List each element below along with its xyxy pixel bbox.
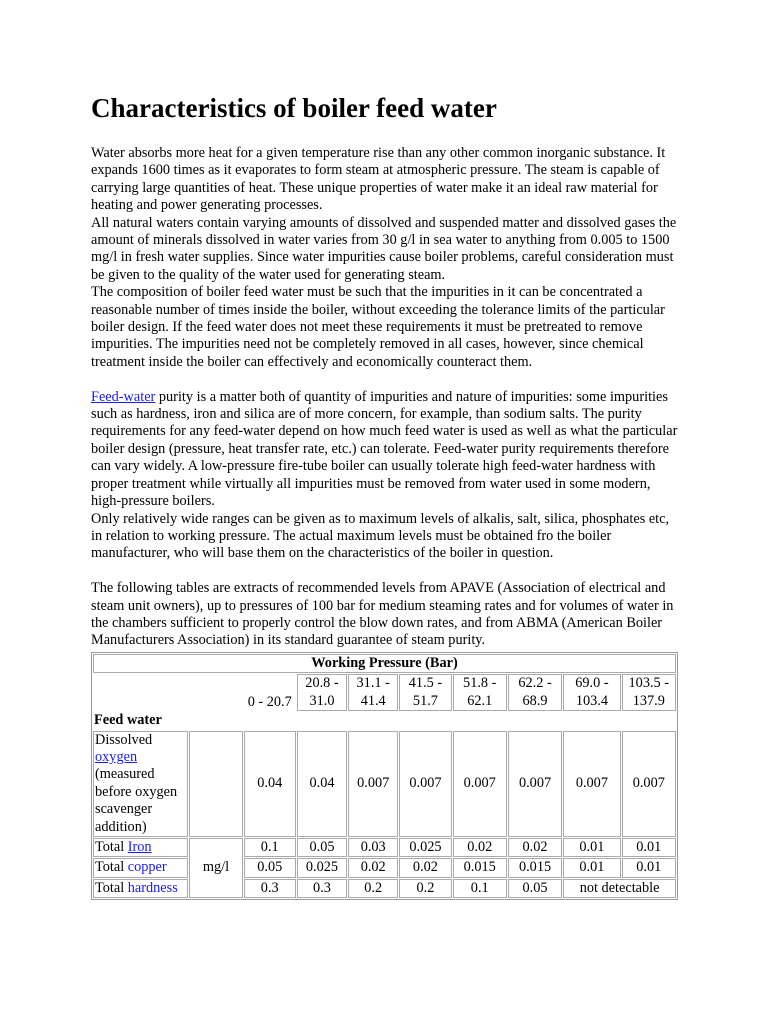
value-cell: 0.05: [244, 858, 296, 877]
page-title: Characteristics of boiler feed water: [91, 93, 497, 123]
copper-link[interactable]: copper: [127, 859, 167, 876]
value-cell: 0.025: [297, 858, 347, 877]
body-text: [91, 145, 679, 650]
paragraph-1: Water absorbs more heat for a given temperature rise than any other common inorganic substance. It expands 1600 times as it evaporates to form steam at atmospheric pressure. The steam is capable of carrying large quantities of heat. These unique properties of water make it an ideal raw material for heating and power generating processes.: [91, 145, 666, 214]
value-cell: 0.02: [453, 838, 507, 857]
table-row: [93, 879, 676, 898]
oxygen-link[interactable]: oxygen: [95, 749, 138, 766]
value-cell: 0.007: [348, 731, 398, 837]
table-row: [93, 712, 676, 729]
value-cell: 0.1: [453, 879, 507, 898]
paragraph-2: All natural waters contain varying amounts of dissolved and suspended matter and dissolved gases the amount of minerals dissolved in water varies from 30 g/l in sea water to anything from 0.005 to 1500 mg/l in fresh water supplies. Since water impurities cause boiler problems, careful consideration must be given to the quality of the water used for generating steam.: [91, 214, 677, 283]
value-cell: 0.007: [563, 731, 620, 837]
table-row: [93, 654, 676, 673]
table-row: [93, 838, 676, 857]
range-cell: 0 - 20.7: [247, 693, 292, 710]
copper-label: Total copper: [93, 858, 188, 877]
value-cell: 0.007: [622, 731, 676, 837]
range-cell: 69.0 - 103.4: [563, 674, 620, 711]
range-cell: 103.5 - 137.9: [622, 674, 676, 711]
value-cell: 0.05: [508, 879, 562, 898]
oxygen-label: Dissolved oxygen (measured before oxygen scavenger addition): [93, 731, 188, 837]
range-cell: 41.5 - 51.7: [399, 674, 451, 711]
value-cell: 0.007: [399, 731, 451, 837]
section-feed-water: Feed water: [94, 712, 162, 729]
value-cell: 0.015: [453, 858, 507, 877]
hardness-link[interactable]: hardness: [127, 879, 178, 896]
value-cell: 0.04: [244, 731, 296, 837]
value-cell: 0.01: [563, 838, 620, 857]
range-cell: 31.1 - 41.4: [348, 674, 398, 711]
range-cell: 62.2 - 68.9: [508, 674, 562, 711]
iron-label: Total Iron: [93, 838, 188, 857]
table-row: [93, 731, 676, 837]
value-cell: 0.025: [399, 838, 451, 857]
paragraph-5: Only relatively wide ranges can be given as to maximum levels of alkalis, salt, silica, phosphates etc, in relation to working pressure. The actual maximum levels must be obtained fro the boiler manufacturer, who will base them on the characteristics of the boiler in question.: [91, 510, 670, 562]
iron-link[interactable]: Iron: [127, 839, 152, 856]
range-cell: 20.8 - 31.0: [297, 674, 347, 711]
value-cell: 0.02: [348, 858, 398, 877]
paragraph-4-text: purity is a matter both of quantity of impurities and nature of impurities: some impurities such as hardness, iron and silica are of more concern, for example, than sodium salts. The purity requirements for any feed-water depend on how much feed water is used as well as what the particular boiler design (pressure, heat transfer rate, etc.) can tolerate. Feed-water purity requirements therefore can vary widely. A low-pressure fire-tube boiler can usually tolerate high feed-water hardness with proper treatment while virtually all impurities must be removed from water used in some modern, high-pressure boilers.: [91, 388, 678, 510]
working-pressure-header: Working Pressure (Bar): [93, 654, 676, 673]
value-cell: 0.007: [508, 731, 562, 837]
feed-water-table: [91, 652, 678, 900]
paragraph-6: The following tables are extracts of recommended levels from APAVE (Association of electrical and steam unit owners), up to pressures of 100 bar for medium steaming rates and for volumes of water in the chambers sufficient to properly control the blow down rates, and from ABMA (American Boiler Manufacturers Association) in its standard guarantee of steam purity.: [91, 580, 674, 649]
not-detectable-cell: not detectable: [563, 879, 676, 898]
value-cell: 0.02: [399, 858, 451, 877]
feed-water-link[interactable]: Feed-water: [91, 388, 156, 405]
table-row: [93, 674, 676, 711]
value-cell: 0.03: [348, 838, 398, 857]
value-cell: 0.05: [297, 838, 347, 857]
value-cell: 0.01: [563, 858, 620, 877]
value-cell: 0.02: [508, 838, 562, 857]
value-cell: 0.04: [297, 731, 347, 837]
unit-cell: mg/l: [189, 838, 242, 898]
unit-cell: [189, 731, 242, 837]
value-cell: 0.015: [508, 858, 562, 877]
value-cell: 0.01: [622, 838, 676, 857]
value-cell: 0.1: [244, 838, 296, 857]
value-cell: 0.01: [622, 858, 676, 877]
range-cell: 51.8 - 62.1: [453, 674, 507, 711]
value-cell: 0.3: [297, 879, 347, 898]
paragraph-4: [91, 389, 679, 511]
paragraph-3: The composition of boiler feed water must be such that the impurities in it can be concentrated a reasonable number of times inside the boiler, without exceeding the tolerance limits of the particular boiler design. If the feed water does not meet these requirements it must be pretreated to remove impurities. The impurities need not be completely removed in all cases, however, since chemical treatment inside the boiler can effectively and economically counteract them.: [91, 284, 665, 370]
value-cell: 0.3: [244, 879, 296, 898]
table-row: [93, 858, 676, 877]
value-cell: 0.2: [348, 879, 398, 898]
hardness-label: Total hardness: [93, 879, 188, 898]
value-cell: 0.007: [453, 731, 507, 837]
value-cell: 0.2: [399, 879, 451, 898]
